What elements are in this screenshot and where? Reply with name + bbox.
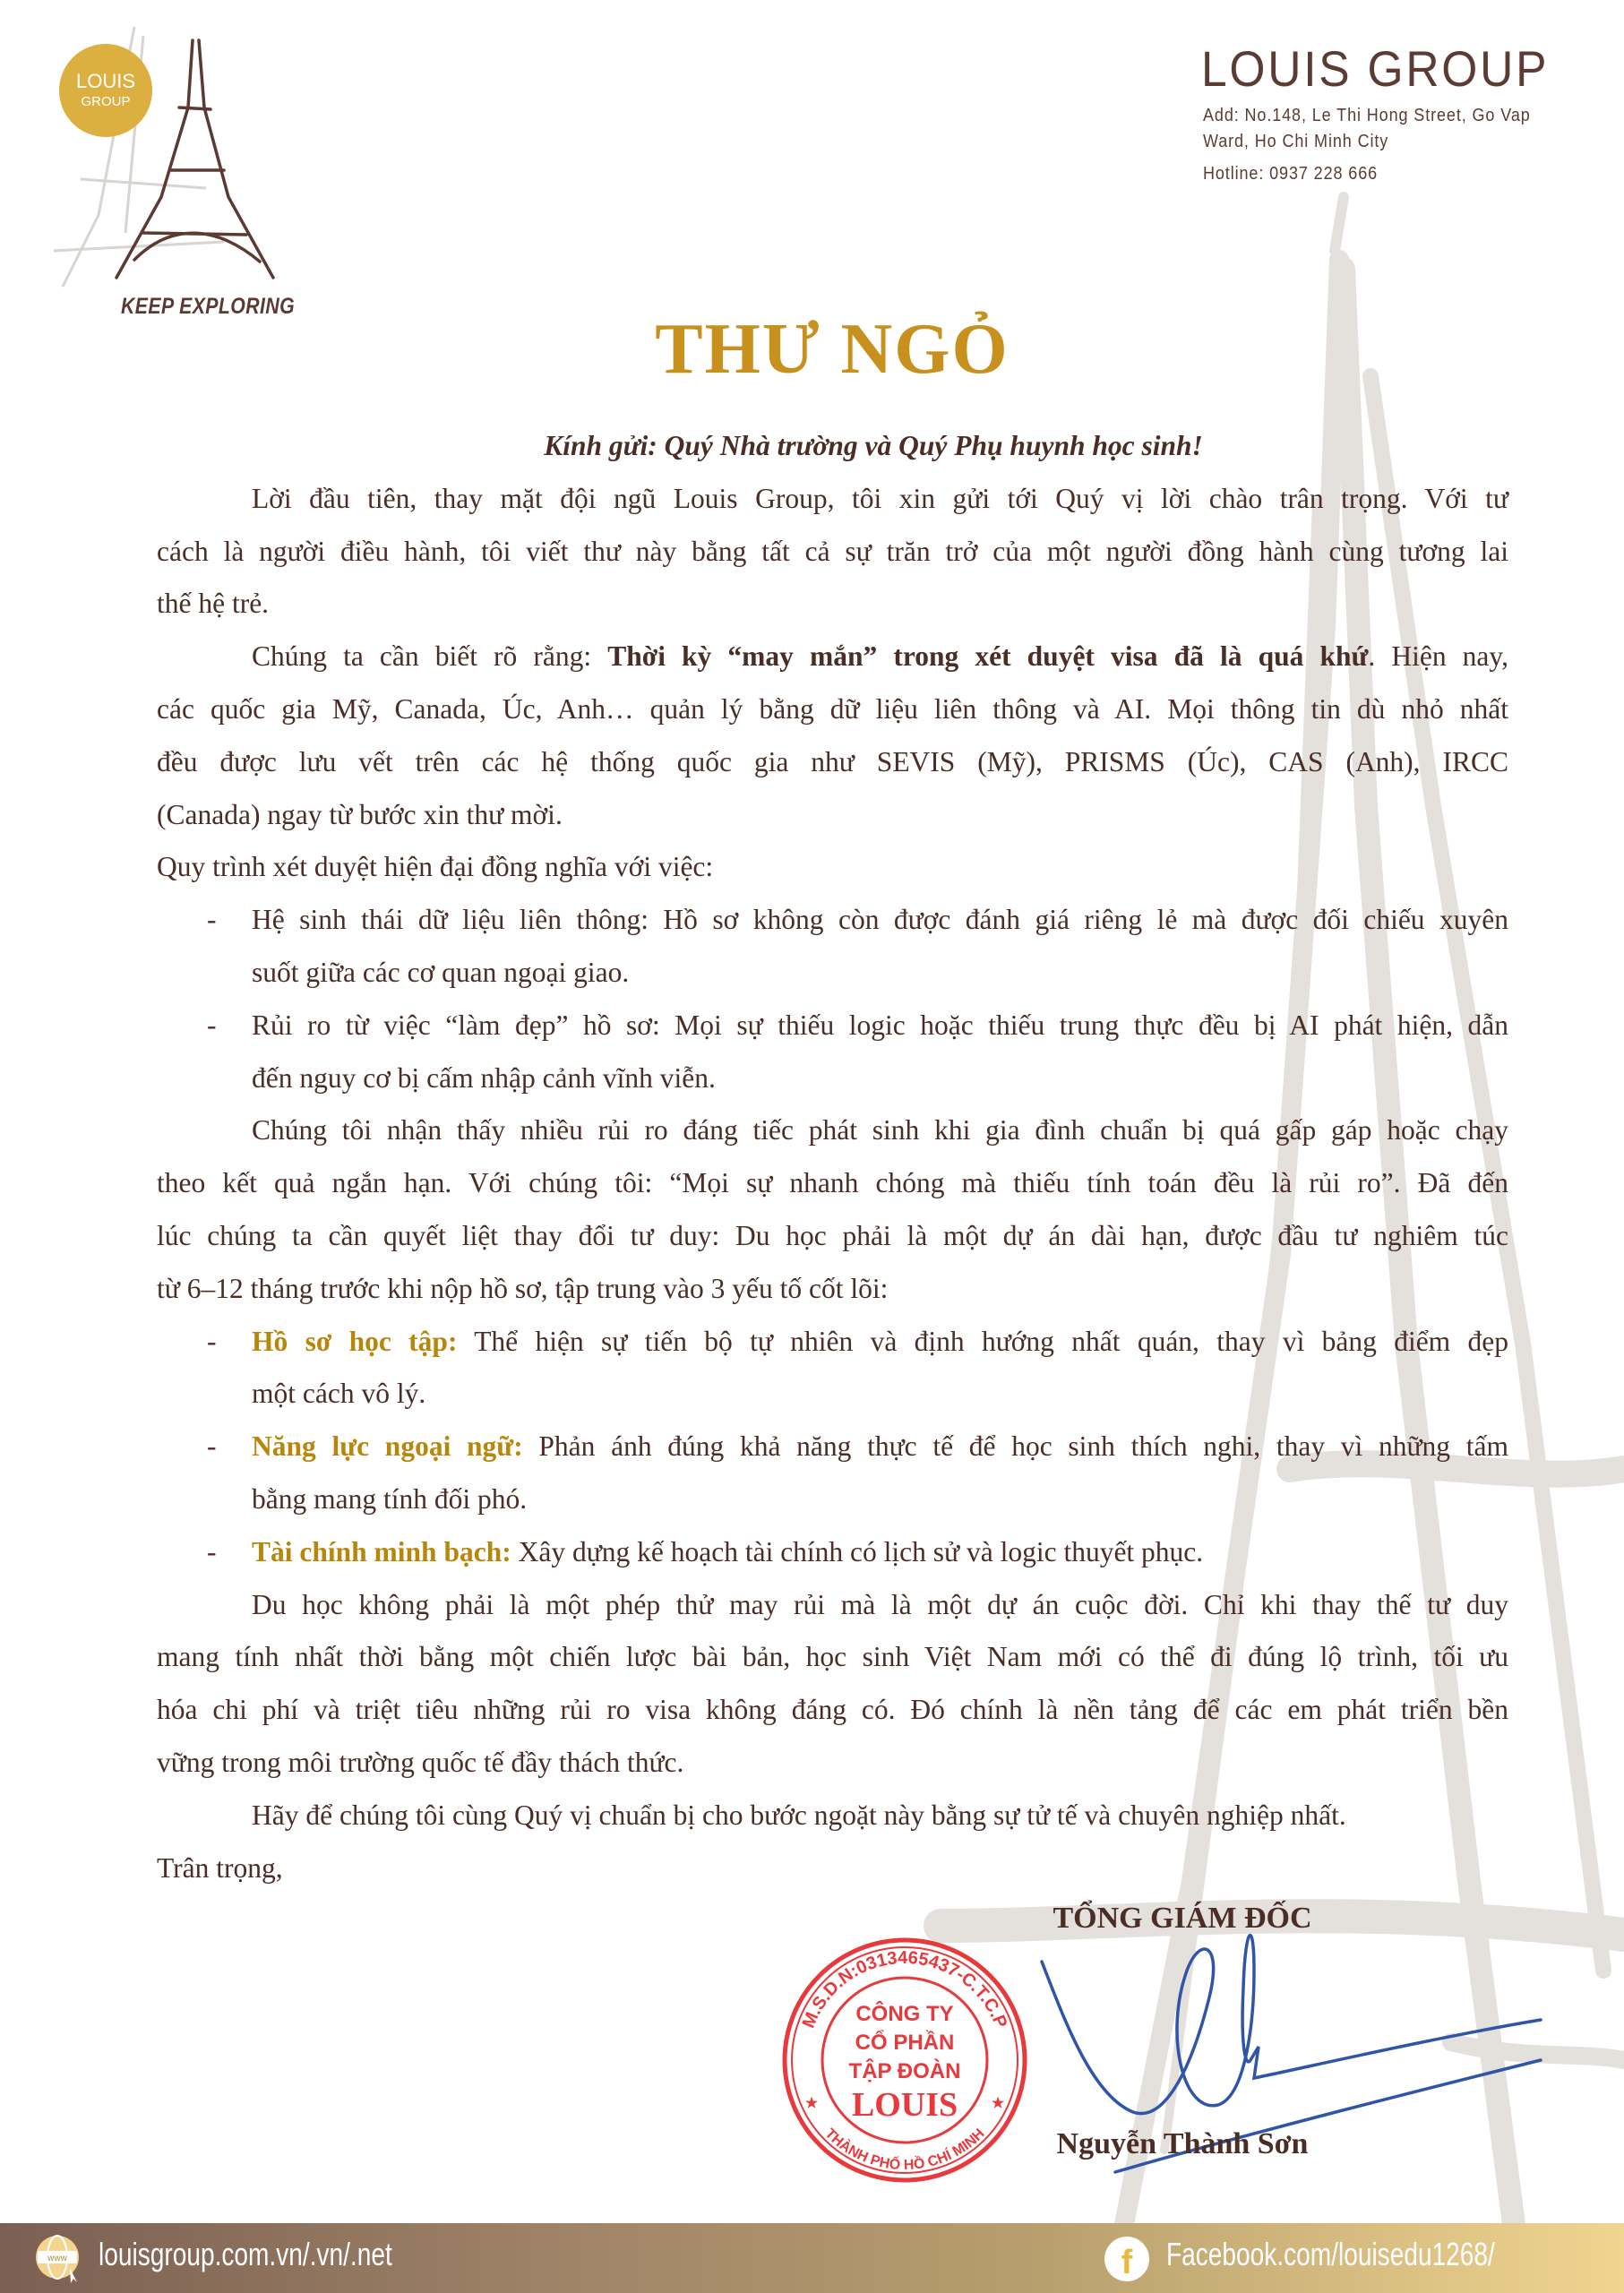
- stamp-text-top: M.S.D.N:0313465437-C.T.C.P: [798, 1947, 1011, 2031]
- bullet-dash: -: [207, 1009, 217, 1041]
- body-text-line: [157, 1104, 1509, 1157]
- company-name: LOUIS GROUP: [1201, 40, 1550, 97]
- body-text-line: [157, 526, 1509, 579]
- text-segment: Hệ sinh thái dữ liệu liên thông: Hồ sơ không còn được đánh giá riêng lẻ mà được đối chiếu xuyên: [252, 904, 1508, 936]
- bullet-dash: -: [207, 1325, 217, 1357]
- svg-text:f: f: [1121, 2244, 1133, 2281]
- body-text-line: [157, 1368, 1509, 1421]
- stamp-line-3: TẬP ĐOÀN: [848, 2059, 961, 2083]
- stamp-line-1: CÔNG TY: [855, 2002, 954, 2026]
- text-segment: (Canada) ngay từ bước xin thư mời.: [157, 798, 563, 830]
- stamp-text-bottom: THÀNH PHỐ HỒ CHÍ MINH: [821, 2126, 988, 2174]
- facebook-link[interactable]: Facebook.com/louisedu1268/: [1166, 2236, 1495, 2272]
- text-segment: một cách vô lý.: [252, 1378, 426, 1410]
- body-text-line: [157, 1157, 1509, 1210]
- address-line-2: Ward, Ho Chi Minh City: [1203, 132, 1389, 151]
- text-segment: bằng mang tính đối phó.: [252, 1482, 528, 1515]
- text-segment: Chúng tôi nhận thấy nhiều rủi ro đáng tiếc phát sinh khi gia đình chuẩn bị quá gấp gáp hoặc chạy: [252, 1114, 1508, 1146]
- body-text-line: [157, 1631, 1509, 1684]
- salutation: [157, 420, 1509, 473]
- letter-title: THƯ NGỎ: [655, 310, 1010, 389]
- text-segment: Trân trọng,: [157, 1851, 283, 1884]
- text-segment: từ 6–12 tháng trước khi nộp hồ sơ, tập trung vào 3 yếu tố cốt lõi:: [157, 1272, 889, 1304]
- address-line-1: Add: No.148, Le Thi Hong Street, Go Vap: [1203, 106, 1531, 125]
- text-segment: Chúng ta cần biết rõ rằng:: [252, 640, 608, 673]
- bullet-item-line: [157, 1526, 1509, 1579]
- stamp-line-2: CỔ PHẦN: [855, 2031, 955, 2055]
- louis-group-logo: [36, 9, 305, 331]
- body-text-line: [157, 683, 1509, 736]
- logo-text-group: GROUP: [81, 94, 131, 109]
- stamp-star-icon: ★: [991, 2096, 1005, 2111]
- text-segment: Phản ánh đúng khả năng thực tế để học sinh thích nghi, thay vì những tấm: [522, 1430, 1508, 1463]
- bullet-heading: Hồ sơ học tập:: [252, 1325, 458, 1357]
- body-text-line: [157, 578, 1509, 631]
- text-segment: đều được lưu vết trên các hệ thống quốc gia như SEVIS (Mỹ), PRISMS (Úc), CAS (Anh), IRCC: [157, 745, 1508, 777]
- stamp-line-4: LOUIS: [851, 2086, 958, 2124]
- emphasis-text: Thời kỳ “may mắn” trong xét duyệt visa đã là quá khứ: [607, 640, 1369, 673]
- body-text-line: [157, 1737, 1509, 1790]
- stamp-star-icon: ★: [804, 2096, 819, 2111]
- body-text-line: [157, 1263, 1509, 1316]
- logo-text-louis: LOUIS: [75, 70, 136, 92]
- text-segment: mang tính nhất thời bằng một chiến lược bài bản, học sinh Việt Nam mới có thể đi đúng lộ trình, tối ưu: [157, 1641, 1508, 1673]
- bullet-item-line: [157, 1421, 1509, 1473]
- globe-icon-text: www: [47, 2254, 67, 2263]
- bullet-dash: -: [207, 904, 217, 936]
- text-segment: đến nguy cơ bị cấm nhập cảnh vĩnh viễn.: [252, 1061, 716, 1094]
- signatory-name: Nguyễn Thành Sơn: [1056, 2127, 1309, 2160]
- letter-body: [157, 420, 1509, 1894]
- website-link[interactable]: louisgroup.com.vn/.vn/.net: [99, 2236, 392, 2272]
- body-text-line: [157, 1052, 1509, 1105]
- bullet-item-line: [157, 894, 1509, 947]
- text-segment: Xây dựng kế hoạch tài chính có lịch sử và logic thuyết phục.: [511, 1535, 1204, 1567]
- bullet-dash: -: [207, 1535, 217, 1567]
- text-segment: Rủi ro từ việc “làm đẹp” hồ sơ: Mọi sự thiếu logic hoặc thiếu trung thực đều bị AI phát hiện, dẫn: [252, 1009, 1508, 1041]
- text-segment: Thể hiện sự tiến bộ tự nhiên và định hướng nhất quán, thay vì bảng điểm đẹp: [457, 1325, 1508, 1357]
- body-text-line: [157, 1684, 1509, 1737]
- text-segment: Quy trình xét duyệt hiện đại đồng nghĩa với việc:: [157, 851, 714, 883]
- text-segment: theo kết quả ngắn hạn. Với chúng tôi: “Mọi sự nhanh chóng mà thiếu tính toán đều là rủi ro”. Đã đến: [157, 1167, 1508, 1199]
- text-segment: cách là người điều hành, tôi viết thư này bằng tất cả sự trăn trở của một người đồng hành cùng tương lai: [157, 535, 1508, 567]
- body-text-line: [157, 947, 1509, 1000]
- globe-icon: [34, 2234, 81, 2284]
- text-segment: . Hiện nay,: [1368, 640, 1508, 673]
- facebook-icon: [1104, 2234, 1150, 2284]
- signatory-title: TỔNG GIÁM ĐỐC: [1053, 1902, 1312, 1935]
- bullet-heading: Tài chính minh bạch:: [252, 1535, 511, 1567]
- text-segment: hóa chi phí và triệt tiêu những rủi ro visa không đáng có. Đó chính là nền tảng để các em phát triển bền: [157, 1694, 1508, 1726]
- body-text-line: [157, 473, 1509, 526]
- text-segment: Hãy để chúng tôi cùng Quý vị chuẩn bị cho bước ngoặt này bằng sự tử tế và chuyên nghiệp nhất.: [252, 1799, 1346, 1831]
- bullet-item-line: [157, 1000, 1509, 1052]
- footer-bar: [0, 2223, 1624, 2293]
- text-segment: Du học không phải là một phép thử may rủi mà là một dự án cuộc đời. Chỉ khi thay thế tư duy: [252, 1588, 1508, 1620]
- text-segment: suốt giữa các cơ quan ngoại giao.: [252, 956, 630, 988]
- body-text-line: [157, 1842, 1509, 1895]
- body-text-line: [157, 1473, 1509, 1526]
- text-segment: các quốc gia Mỹ, Canada, Úc, Anh… quản lý bằng dữ liệu liên thông và AI. Mọi thông tin dù nhỏ nhất: [157, 692, 1508, 725]
- hotline: Hotline: 0937 228 666: [1203, 164, 1379, 184]
- body-text-line: [157, 841, 1509, 894]
- body-text-line: [157, 1790, 1509, 1842]
- body-text-line: [157, 1210, 1509, 1263]
- bullet-heading: Năng lực ngoại ngữ:: [252, 1430, 523, 1463]
- body-text-line: [157, 1579, 1509, 1632]
- text-segment: thế hệ trẻ.: [157, 588, 270, 620]
- text-segment: vững trong môi trường quốc tế đầy thách thức.: [157, 1746, 684, 1778]
- body-text-line: [157, 736, 1509, 789]
- body-text-line: [157, 789, 1509, 842]
- logo-tagline: KEEP EXPLORING: [121, 294, 296, 319]
- text-segment: Kính gửi: Quý Nhà trường và Quý Phụ huynh học sinh!: [544, 430, 1203, 461]
- bullet-item-line: [157, 1316, 1509, 1369]
- text-segment: Lời đầu tiên, thay mặt đội ngũ Louis Group, tôi xin gửi tới Quý vị lời chào trân trọng. Với tư: [252, 482, 1508, 514]
- text-segment: lúc chúng ta cần quyết liệt thay đổi tư duy: Du học phải là một dự án dài hạn, được đầu tư nghiêm túc: [157, 1219, 1508, 1251]
- bullet-dash: -: [207, 1430, 217, 1463]
- body-text-line: [157, 631, 1509, 683]
